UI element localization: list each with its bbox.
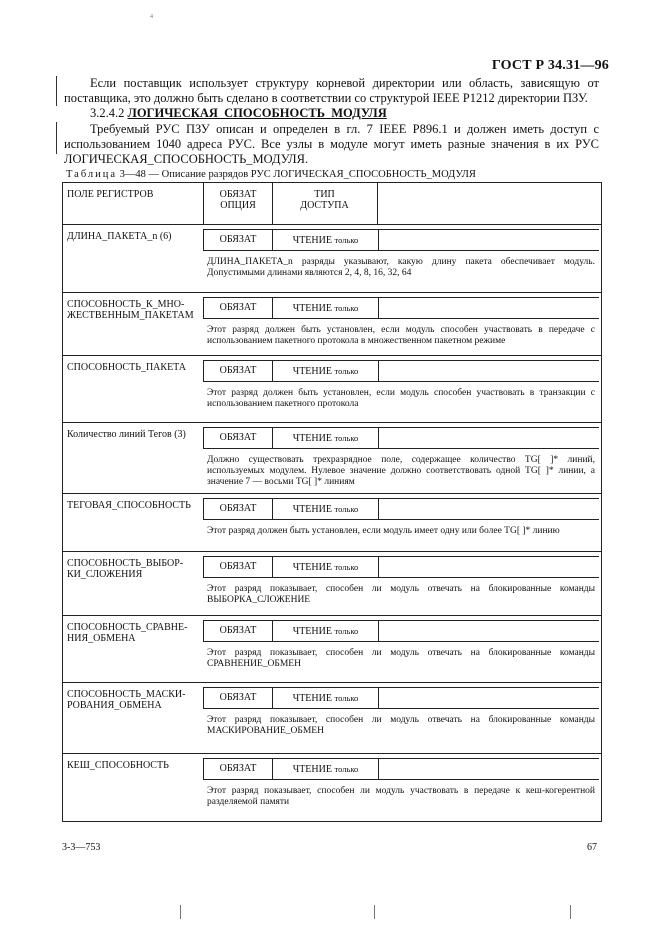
header-access: ТИП ДОСТУПА: [272, 183, 378, 224]
margin-change-bar: [56, 76, 57, 106]
field-access-suffix: только: [334, 433, 359, 443]
table-caption: [66, 169, 476, 180]
field-required: ОБЯЗАТ: [204, 688, 273, 708]
section-number: 3.2.4.2: [90, 106, 125, 120]
field-attributes: [203, 360, 599, 382]
table-row: [63, 356, 601, 423]
field-required: ОБЯЗАТ: [204, 557, 273, 577]
field-access-type: ЧТЕНИЕ: [292, 693, 332, 704]
field-attributes: [203, 297, 599, 319]
table-row: [63, 552, 601, 616]
table-row: [63, 293, 601, 356]
field-attributes: [203, 758, 599, 780]
top-mark: 4: [150, 14, 153, 20]
field-attributes: [203, 498, 599, 520]
footer-code: 3-3—753: [62, 842, 101, 853]
field-required: ОБЯЗАТ: [204, 428, 273, 448]
table-row: [63, 683, 601, 754]
field-access-type: ЧТЕНИЕ: [292, 366, 332, 377]
field-access: [273, 298, 379, 318]
field-name: КЕШ_СПОСОБНОСТЬ: [67, 760, 169, 771]
margin-change-bar: [56, 122, 57, 154]
table-header-row: [63, 183, 601, 225]
field-attributes: [203, 427, 599, 449]
field-access-type: ЧТЕНИЕ: [292, 433, 332, 444]
field-access-type: ЧТЕНИЕ: [292, 562, 332, 573]
field-required: ОБЯЗАТ: [204, 230, 273, 250]
field-description: Этот разряд показывает, способен ли модуль отвечать на блокированные команды СРАВНЕНИЕ_ОБМЕН: [207, 648, 595, 669]
table-row: [63, 423, 601, 494]
field-description: Этот разряд должен быть установлен, если модуль способен участвовать в транзакции с использованием пакетного протокола: [207, 388, 595, 409]
page-number: 67: [587, 842, 597, 853]
register-table: [62, 182, 602, 822]
field-required: ОБЯЗАТ: [204, 298, 273, 318]
scan-mark: [374, 905, 375, 919]
header-required: ОБЯЗАТ ОПЦИЯ: [203, 183, 273, 224]
section-heading: [90, 106, 387, 121]
field-attributes: [203, 620, 599, 642]
field-description: ДЛИНА_ПАКЕТА_n разряды указывают, какую длину пакета обеспечивает модуль. Допустимыми длинами являются 2, 4, 8, 16, 32, 64: [207, 257, 595, 278]
field-attributes: [203, 556, 599, 578]
section-title: ЛОГИЧЕСКАЯ_СПОСОБНОСТЬ_МОДУЛЯ: [127, 106, 387, 120]
field-access-type: ЧТЕНИЕ: [292, 235, 332, 246]
field-name: СПОСОБНОСТЬ_ВЫБОР-КИ_СЛОЖЕНИЯ: [67, 558, 184, 580]
field-attributes: [203, 229, 599, 251]
field-access-suffix: только: [334, 562, 359, 572]
scan-mark: [180, 905, 181, 919]
field-access: [273, 230, 379, 250]
field-description: Должно существовать трехразрядное поле, содержащее количество TG[ ]* линий, используемых модулем. Нулевое значение должно соответствовать одной TG[ ]* линии, а значение 7 — восьми TG[ ]* линиям: [207, 455, 595, 487]
field-access-type: ЧТЕНИЕ: [292, 303, 332, 314]
field-description: Этот разряд должен быть установлен, если модуль способен участвовать в передаче с использованием пакетного протокола в множественном пакетном режиме: [207, 325, 595, 346]
field-access-suffix: только: [334, 366, 359, 376]
header-field: ПОЛЕ РЕГИСТРОВ: [67, 189, 154, 200]
field-access: [273, 499, 379, 519]
field-required: ОБЯЗАТ: [204, 499, 273, 519]
field-access-suffix: только: [334, 504, 359, 514]
scan-mark: [570, 905, 571, 919]
field-access-suffix: только: [334, 693, 359, 703]
field-description: Этот разряд показывает, способен ли модуль участвовать в передаче к кеш-когерентной разделяемой памяти: [207, 786, 595, 807]
field-access-suffix: только: [334, 235, 359, 245]
field-access-type: ЧТЕНИЕ: [292, 626, 332, 637]
field-attributes: [203, 687, 599, 709]
field-access: [273, 759, 379, 779]
field-access: [273, 361, 379, 381]
table-row: [63, 754, 601, 822]
field-access: [273, 428, 379, 448]
table-row: [63, 225, 601, 293]
field-name: СПОСОБНОСТЬ_МАСКИ-РОВАНИЯ_ОБМЕНА: [67, 689, 186, 711]
intro-paragraph: Если поставщик использует структуру корневой директории или область, зависящую от поставщика, это должно быть сделано в соответствии со структурой IEEE P1212 директории ПЗУ.: [64, 76, 599, 105]
field-access-suffix: только: [334, 764, 359, 774]
field-required: ОБЯЗАТ: [204, 361, 273, 381]
field-name: ТЕГОВАЯ_СПОСОБНОСТЬ: [67, 500, 191, 511]
table-caption-text: 3—48 — Описание разрядов РУС ЛОГИЧЕСКАЯ_СПОСОБНОСТЬ_МОДУЛЯ: [119, 169, 476, 180]
field-access: [273, 557, 379, 577]
field-required: ОБЯЗАТ: [204, 759, 273, 779]
field-name: ДЛИНА_ПАКЕТА_n (6): [67, 231, 172, 242]
field-required: ОБЯЗАТ: [204, 621, 273, 641]
table-row: [63, 494, 601, 552]
table-row: [63, 616, 601, 683]
standard-code: ГОСТ Р 34.31—96: [491, 58, 609, 73]
field-description: Этот разряд должен быть установлен, если модуль имеет одну или более TG[ ]* линию: [207, 526, 560, 536]
field-access-type: ЧТЕНИЕ: [292, 504, 332, 515]
field-description: Этот разряд показывает, способен ли модуль отвечать на блокированные команды ВЫБОРКА_СЛОЖЕНИЕ: [207, 584, 595, 605]
field-name: СПОСОБНОСТЬ_ПАКЕТА: [67, 362, 187, 373]
field-description: Этот разряд показывает, способен ли модуль отвечать на блокированные команды МАСКИРОВАНИЕ_ОБМЕН: [207, 715, 595, 736]
section-paragraph: Требуемый РУС ПЗУ описан и определен в гл. 7 IEEE P896.1 и должен иметь доступ с использованием 1040 адреса РУС. Все узлы в модуле могут иметь разные значения в их РУС ЛОГИЧЕСКАЯ_СПОСОБНОСТЬ_МОДУЛЯ.: [64, 122, 599, 166]
field-name: Количество линий Тегов (3): [67, 429, 186, 440]
field-access: [273, 621, 379, 641]
field-name: СПОСОБНОСТЬ_СРАВНЕ-НИЯ_ОБМЕНА: [67, 622, 188, 644]
field-access-type: ЧТЕНИЕ: [292, 764, 332, 775]
field-access: [273, 688, 379, 708]
field-name: СПОСОБНОСТЬ_К_МНО-ЖЕСТВЕННЫМ_ПАКЕТАМ: [67, 299, 194, 321]
table-caption-prefix: Таблица: [66, 169, 118, 180]
field-access-suffix: только: [334, 303, 359, 313]
field-access-suffix: только: [334, 626, 359, 636]
